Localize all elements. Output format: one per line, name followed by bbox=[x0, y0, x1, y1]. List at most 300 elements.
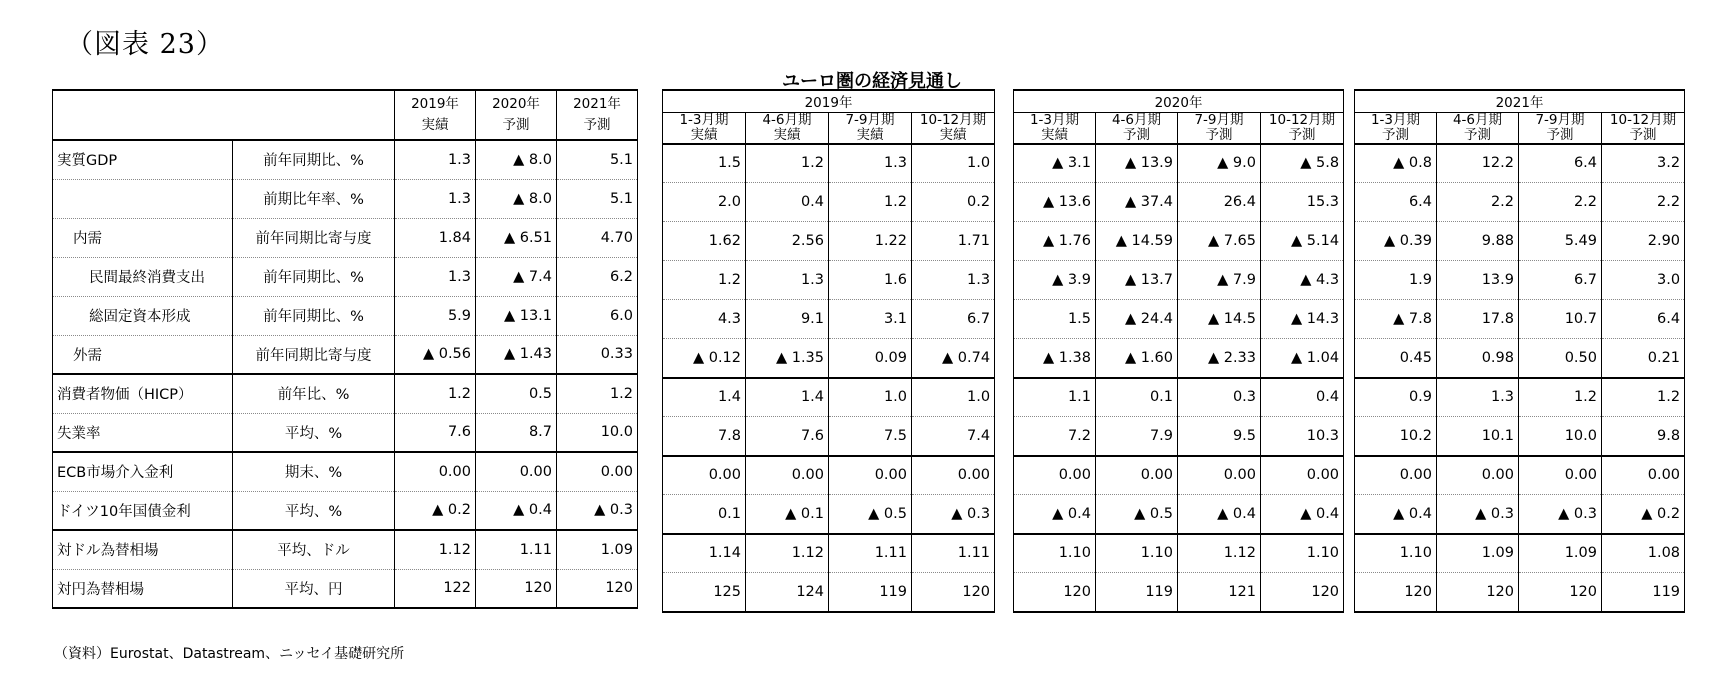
header-period bbox=[912, 112, 995, 144]
table-row bbox=[53, 335, 638, 374]
table-row bbox=[1014, 534, 1344, 573]
table-row bbox=[663, 495, 995, 534]
value-cell: 0.5 bbox=[476, 374, 557, 413]
value-cell: ▲ 0.3 bbox=[912, 495, 995, 534]
table-row bbox=[1355, 534, 1685, 573]
value-cell: 6.4 bbox=[1519, 144, 1602, 183]
value-cell: 0.4 bbox=[1261, 378, 1344, 417]
value-cell: 1.84 bbox=[395, 218, 476, 257]
value-cell: 0.09 bbox=[829, 339, 912, 378]
table-row bbox=[53, 374, 638, 413]
value-cell: 3.1 bbox=[829, 300, 912, 339]
value-cell: 6.2 bbox=[557, 257, 638, 296]
value-cell: 1.62 bbox=[663, 222, 746, 261]
period-type: 予測 bbox=[1205, 126, 1233, 143]
row-label-text: ドイツ10年国債金利 bbox=[57, 503, 191, 520]
row-label-text: ECB市場介入金利 bbox=[57, 465, 174, 482]
table-row bbox=[53, 218, 638, 257]
value-cell: ▲ 0.2 bbox=[1602, 495, 1685, 534]
table-row bbox=[1014, 261, 1344, 300]
value-cell: ▲ 0.1 bbox=[746, 495, 829, 534]
value-cell: 1.09 bbox=[1519, 534, 1602, 573]
table-row bbox=[663, 300, 995, 339]
period-type: 予測 bbox=[1464, 126, 1491, 143]
value-cell: ▲ 7.65 bbox=[1178, 222, 1261, 261]
row-label-text: 民間最終消費支出 bbox=[89, 270, 205, 286]
header-year: 2019年 bbox=[395, 90, 476, 112]
value-cell: ▲ 0.2 bbox=[395, 491, 476, 530]
value-cell: ▲ 8.0 bbox=[476, 179, 557, 218]
period-label: 7-9月期 bbox=[1535, 112, 1585, 128]
value-cell: 10.7 bbox=[1519, 300, 1602, 339]
value-cell: ▲ 0.74 bbox=[912, 339, 995, 378]
value-cell: ▲ 7.8 bbox=[1355, 300, 1437, 339]
value-cell: ▲ 24.4 bbox=[1096, 300, 1178, 339]
value-cell: 1.09 bbox=[557, 530, 638, 569]
value-cell: 9.88 bbox=[1437, 222, 1519, 261]
period-label: 4-6月期 bbox=[1111, 112, 1162, 128]
table-row bbox=[53, 413, 638, 452]
header-type: 予測 bbox=[557, 112, 638, 140]
value-cell: 10.0 bbox=[1519, 417, 1602, 456]
value-cell: 2.2 bbox=[1437, 183, 1519, 222]
header-blank bbox=[53, 90, 395, 112]
period-label: 1-3月期 bbox=[1370, 112, 1421, 128]
value-cell: 1.2 bbox=[1602, 378, 1685, 417]
value-cell: 7.5 bbox=[829, 417, 912, 456]
value-cell: 6.7 bbox=[1519, 261, 1602, 300]
value-cell: 1.9 bbox=[1355, 261, 1437, 300]
value-cell: 119 bbox=[1096, 573, 1178, 612]
table-row bbox=[663, 417, 995, 456]
value-cell: 17.8 bbox=[1437, 300, 1519, 339]
table-row bbox=[663, 144, 995, 183]
table-row bbox=[663, 222, 995, 261]
value-cell: 0.00 bbox=[1437, 456, 1519, 495]
header-period bbox=[1178, 112, 1261, 144]
value-cell: 5.1 bbox=[557, 179, 638, 218]
header-year: 2020年 bbox=[476, 90, 557, 112]
table-title: ユーロ圏の経済見通し bbox=[782, 71, 962, 92]
value-cell: 1.11 bbox=[829, 534, 912, 573]
table-row bbox=[1355, 417, 1685, 456]
value-cell: 0.00 bbox=[663, 456, 746, 495]
header-year: 2020年 bbox=[1014, 90, 1344, 112]
value-cell: ▲ 14.3 bbox=[1261, 300, 1344, 339]
value-cell: 1.0 bbox=[829, 378, 912, 417]
value-cell: 2.2 bbox=[1519, 183, 1602, 222]
header-period bbox=[663, 112, 746, 144]
value-cell: 1.14 bbox=[663, 534, 746, 573]
table-row bbox=[1355, 378, 1685, 417]
table-row bbox=[1014, 144, 1344, 183]
value-cell: ▲ 14.5 bbox=[1178, 300, 1261, 339]
row-label-text: 外需 bbox=[73, 347, 102, 364]
value-cell: 120 bbox=[1014, 573, 1096, 612]
value-cell: 1.2 bbox=[746, 144, 829, 183]
value-cell: 1.08 bbox=[1602, 534, 1685, 573]
value-cell: 1.2 bbox=[1519, 378, 1602, 417]
value-cell: 7.6 bbox=[395, 413, 476, 452]
value-cell: 1.10 bbox=[1014, 534, 1096, 573]
value-cell: 15.3 bbox=[1261, 183, 1344, 222]
quarterly-2019-table bbox=[662, 89, 995, 613]
table-row bbox=[53, 257, 638, 296]
row-unit: 前期比年率、% bbox=[233, 179, 395, 218]
row-unit: 前年同期比寄与度 bbox=[233, 335, 395, 374]
value-cell: 4.70 bbox=[557, 218, 638, 257]
period-label: 1-3月期 bbox=[679, 112, 729, 128]
table-row bbox=[1014, 495, 1344, 534]
value-cell: ▲ 0.8 bbox=[1355, 144, 1437, 183]
value-cell: 5.1 bbox=[557, 140, 638, 179]
value-cell: 0.00 bbox=[1261, 456, 1344, 495]
value-cell: ▲ 3.9 bbox=[1014, 261, 1096, 300]
row-label-text: 消費者物価（HICP） bbox=[57, 387, 193, 404]
table-row bbox=[53, 296, 638, 335]
header-period bbox=[1096, 112, 1178, 144]
value-cell: ▲ 8.0 bbox=[476, 140, 557, 179]
period-type: 実績 bbox=[939, 126, 967, 143]
row-label bbox=[53, 218, 233, 257]
value-cell: 0.1 bbox=[1096, 378, 1178, 417]
row-label bbox=[53, 257, 233, 296]
value-cell: 5.9 bbox=[395, 296, 476, 335]
value-cell: 0.00 bbox=[1355, 456, 1437, 495]
value-cell: 0.00 bbox=[746, 456, 829, 495]
row-label bbox=[53, 569, 233, 608]
header-period bbox=[746, 112, 829, 144]
table-row bbox=[663, 573, 995, 612]
value-cell: 0.50 bbox=[1519, 339, 1602, 378]
row-label bbox=[53, 413, 233, 452]
value-cell: 3.2 bbox=[1602, 144, 1685, 183]
value-cell: ▲ 0.4 bbox=[476, 491, 557, 530]
value-cell: 1.3 bbox=[395, 257, 476, 296]
value-cell: 10.3 bbox=[1261, 417, 1344, 456]
value-cell: 0.00 bbox=[829, 456, 912, 495]
value-cell: 7.2 bbox=[1014, 417, 1096, 456]
value-cell: ▲ 7.4 bbox=[476, 257, 557, 296]
value-cell: 0.00 bbox=[476, 452, 557, 491]
value-cell: ▲ 13.6 bbox=[1014, 183, 1096, 222]
table-row bbox=[663, 339, 995, 378]
table-row bbox=[53, 140, 638, 179]
value-cell: ▲ 6.51 bbox=[476, 218, 557, 257]
value-cell: 1.71 bbox=[912, 222, 995, 261]
value-cell: ▲ 0.4 bbox=[1355, 495, 1437, 534]
value-cell: ▲ 0.3 bbox=[557, 491, 638, 530]
value-cell: 1.3 bbox=[912, 261, 995, 300]
value-cell: 8.7 bbox=[476, 413, 557, 452]
row-label bbox=[53, 374, 233, 413]
value-cell: 10.0 bbox=[557, 413, 638, 452]
table-row bbox=[663, 183, 995, 222]
value-cell: 0.45 bbox=[1355, 339, 1437, 378]
value-cell: ▲ 7.9 bbox=[1178, 261, 1261, 300]
table-row bbox=[1014, 378, 1344, 417]
value-cell: ▲ 2.33 bbox=[1178, 339, 1261, 378]
row-label bbox=[53, 452, 233, 491]
row-label bbox=[53, 335, 233, 374]
value-cell: 7.9 bbox=[1096, 417, 1178, 456]
value-cell: 1.10 bbox=[1355, 534, 1437, 573]
period-label: 7-9月期 bbox=[1194, 112, 1244, 128]
value-cell: 119 bbox=[829, 573, 912, 612]
value-cell: 12.2 bbox=[1437, 144, 1519, 183]
value-cell: 1.6 bbox=[829, 261, 912, 300]
table-row bbox=[1014, 339, 1344, 378]
period-label: 7-9月期 bbox=[845, 112, 895, 128]
value-cell: 3.0 bbox=[1602, 261, 1685, 300]
table-row bbox=[1014, 300, 1344, 339]
table-row bbox=[1014, 222, 1344, 261]
row-label-text: 内需 bbox=[73, 231, 102, 247]
value-cell: 5.49 bbox=[1519, 222, 1602, 261]
header-type: 実績 bbox=[395, 112, 476, 140]
value-cell: 1.3 bbox=[395, 140, 476, 179]
value-cell: 1.11 bbox=[476, 530, 557, 569]
table-row bbox=[1014, 573, 1344, 612]
value-cell: 0.21 bbox=[1602, 339, 1685, 378]
table-row bbox=[1355, 495, 1685, 534]
value-cell: 9.1 bbox=[746, 300, 829, 339]
value-cell: ▲ 0.4 bbox=[1178, 495, 1261, 534]
value-cell: 120 bbox=[1261, 573, 1344, 612]
table-row bbox=[1014, 417, 1344, 456]
value-cell: 6.4 bbox=[1355, 183, 1437, 222]
value-cell: ▲ 13.1 bbox=[476, 296, 557, 335]
header-blank bbox=[53, 112, 395, 140]
value-cell: 6.0 bbox=[557, 296, 638, 335]
table-row bbox=[663, 534, 995, 573]
value-cell: 9.5 bbox=[1178, 417, 1261, 456]
value-cell: 9.8 bbox=[1602, 417, 1685, 456]
value-cell: ▲ 5.8 bbox=[1261, 144, 1344, 183]
row-unit: 前年同期比寄与度 bbox=[233, 218, 395, 257]
value-cell: 0.2 bbox=[912, 183, 995, 222]
table-row bbox=[1355, 144, 1685, 183]
period-type: 実績 bbox=[1041, 126, 1068, 143]
value-cell: 119 bbox=[1602, 573, 1685, 612]
value-cell: 125 bbox=[663, 573, 746, 612]
table-row bbox=[1355, 222, 1685, 261]
value-cell: 1.5 bbox=[663, 144, 746, 183]
value-cell: ▲ 0.5 bbox=[1096, 495, 1178, 534]
period-label: 10-12月期 bbox=[1268, 112, 1336, 128]
table-row bbox=[1355, 300, 1685, 339]
value-cell: 1.09 bbox=[1437, 534, 1519, 573]
row-unit: 前年同期比、% bbox=[233, 296, 395, 335]
value-cell: ▲ 37.4 bbox=[1096, 183, 1178, 222]
value-cell: 1.12 bbox=[1178, 534, 1261, 573]
value-cell: 0.00 bbox=[1014, 456, 1096, 495]
value-cell: ▲ 13.9 bbox=[1096, 144, 1178, 183]
value-cell: 2.56 bbox=[746, 222, 829, 261]
period-label: 10-12月期 bbox=[1609, 112, 1677, 128]
value-cell: 0.4 bbox=[746, 183, 829, 222]
value-cell: 1.5 bbox=[1014, 300, 1096, 339]
table-row bbox=[1355, 183, 1685, 222]
row-unit: 平均、% bbox=[233, 491, 395, 530]
value-cell: 0.00 bbox=[1519, 456, 1602, 495]
value-cell: 1.3 bbox=[829, 144, 912, 183]
value-cell: 0.00 bbox=[557, 452, 638, 491]
value-cell: 7.8 bbox=[663, 417, 746, 456]
value-cell: 7.4 bbox=[912, 417, 995, 456]
period-type: 実績 bbox=[773, 126, 801, 143]
row-unit: 前年比、% bbox=[233, 374, 395, 413]
row-unit: 期末、% bbox=[233, 452, 395, 491]
value-cell: 1.22 bbox=[829, 222, 912, 261]
row-unit: 前年同期比、% bbox=[233, 140, 395, 179]
annual-forecast-table bbox=[52, 89, 638, 609]
value-cell: 1.2 bbox=[829, 183, 912, 222]
header-type: 予測 bbox=[476, 112, 557, 140]
value-cell: 0.00 bbox=[1096, 456, 1178, 495]
value-cell: 0.00 bbox=[1178, 456, 1261, 495]
row-label bbox=[53, 179, 233, 218]
value-cell: ▲ 0.4 bbox=[1014, 495, 1096, 534]
value-cell: ▲ 1.43 bbox=[476, 335, 557, 374]
value-cell: 1.3 bbox=[746, 261, 829, 300]
table-row bbox=[663, 378, 995, 417]
value-cell: ▲ 0.3 bbox=[1437, 495, 1519, 534]
table-row bbox=[663, 456, 995, 495]
value-cell: 1.3 bbox=[395, 179, 476, 218]
value-cell: 0.9 bbox=[1355, 378, 1437, 417]
header-period bbox=[1261, 112, 1344, 144]
table-row bbox=[1355, 456, 1685, 495]
value-cell: 1.10 bbox=[1261, 534, 1344, 573]
row-unit: 平均、% bbox=[233, 413, 395, 452]
value-cell: 1.3 bbox=[1437, 378, 1519, 417]
value-cell: 4.3 bbox=[663, 300, 746, 339]
value-cell: 120 bbox=[1519, 573, 1602, 612]
table-row bbox=[53, 530, 638, 569]
value-cell: 1.12 bbox=[746, 534, 829, 573]
header-period bbox=[1437, 112, 1519, 144]
value-cell: 1.2 bbox=[663, 261, 746, 300]
value-cell: ▲ 1.76 bbox=[1014, 222, 1096, 261]
header-period bbox=[1602, 112, 1685, 144]
value-cell: 2.90 bbox=[1602, 222, 1685, 261]
period-label: 1-3月期 bbox=[1029, 112, 1080, 128]
quarterly-2020-table bbox=[1013, 89, 1344, 613]
value-cell: ▲ 0.3 bbox=[1519, 495, 1602, 534]
value-cell: 2.2 bbox=[1602, 183, 1685, 222]
source-note: （資料）Eurostat、Datastream、ニッセイ基礎研究所 bbox=[54, 646, 405, 662]
row-label-text: 対円為替相場 bbox=[57, 581, 144, 598]
value-cell: 10.1 bbox=[1437, 417, 1519, 456]
period-label: 4-6月期 bbox=[762, 112, 812, 128]
period-type: 予測 bbox=[1629, 126, 1657, 143]
value-cell: 1.2 bbox=[395, 374, 476, 413]
row-unit: 平均、ドル bbox=[233, 530, 395, 569]
header-year: 2021年 bbox=[1355, 90, 1685, 112]
value-cell: ▲ 0.56 bbox=[395, 335, 476, 374]
value-cell: 0.3 bbox=[1178, 378, 1261, 417]
value-cell: 120 bbox=[912, 573, 995, 612]
value-cell: ▲ 0.39 bbox=[1355, 222, 1437, 261]
row-label-text: 失業率 bbox=[57, 425, 101, 442]
value-cell: 124 bbox=[746, 573, 829, 612]
value-cell: ▲ 1.04 bbox=[1261, 339, 1344, 378]
row-label-text: 総固定資本形成 bbox=[89, 309, 191, 325]
value-cell: 1.10 bbox=[1096, 534, 1178, 573]
table-row bbox=[53, 452, 638, 491]
value-cell: 1.12 bbox=[395, 530, 476, 569]
value-cell: 122 bbox=[395, 569, 476, 608]
value-cell: 13.9 bbox=[1437, 261, 1519, 300]
header-year: 2019年 bbox=[663, 90, 995, 112]
table-row bbox=[1014, 183, 1344, 222]
quarterly-2021-table bbox=[1354, 89, 1685, 613]
figure-label: （図表 23） bbox=[66, 29, 224, 60]
value-cell: ▲ 0.4 bbox=[1261, 495, 1344, 534]
value-cell: 1.1 bbox=[1014, 378, 1096, 417]
header-period bbox=[1355, 112, 1437, 144]
value-cell: 0.00 bbox=[912, 456, 995, 495]
value-cell: 120 bbox=[476, 569, 557, 608]
row-unit: 前年同期比、% bbox=[233, 257, 395, 296]
value-cell: 0.00 bbox=[395, 452, 476, 491]
value-cell: 10.2 bbox=[1355, 417, 1437, 456]
value-cell: 1.0 bbox=[912, 144, 995, 183]
period-type: 予測 bbox=[1546, 126, 1574, 143]
value-cell: 1.2 bbox=[557, 374, 638, 413]
period-type: 予測 bbox=[1288, 126, 1316, 143]
period-type: 実績 bbox=[690, 126, 718, 143]
table-row bbox=[53, 569, 638, 608]
value-cell: 26.4 bbox=[1178, 183, 1261, 222]
value-cell: 0.98 bbox=[1437, 339, 1519, 378]
value-cell: 1.4 bbox=[746, 378, 829, 417]
row-label bbox=[53, 140, 233, 179]
value-cell: ▲ 5.14 bbox=[1261, 222, 1344, 261]
value-cell: 120 bbox=[1437, 573, 1519, 612]
value-cell: 121 bbox=[1178, 573, 1261, 612]
period-label: 4-6月期 bbox=[1452, 112, 1503, 128]
value-cell: 1.0 bbox=[912, 378, 995, 417]
value-cell: ▲ 1.60 bbox=[1096, 339, 1178, 378]
value-cell: ▲ 1.38 bbox=[1014, 339, 1096, 378]
header-period bbox=[829, 112, 912, 144]
value-cell: 6.7 bbox=[912, 300, 995, 339]
table-row bbox=[53, 179, 638, 218]
value-cell: ▲ 0.5 bbox=[829, 495, 912, 534]
table-row bbox=[663, 261, 995, 300]
table-row bbox=[1014, 456, 1344, 495]
header-period bbox=[1519, 112, 1602, 144]
value-cell: ▲ 1.35 bbox=[746, 339, 829, 378]
row-label bbox=[53, 296, 233, 335]
header-period bbox=[1014, 112, 1096, 144]
table-row bbox=[1355, 339, 1685, 378]
period-type: 予測 bbox=[1123, 126, 1150, 143]
row-label-text: 対ドル為替相場 bbox=[57, 543, 159, 560]
header-year: 2021年 bbox=[557, 90, 638, 112]
value-cell: 6.4 bbox=[1602, 300, 1685, 339]
value-cell: ▲ 0.12 bbox=[663, 339, 746, 378]
row-label bbox=[53, 530, 233, 569]
value-cell: 1.11 bbox=[912, 534, 995, 573]
value-cell: 120 bbox=[557, 569, 638, 608]
row-unit: 平均、円 bbox=[233, 569, 395, 608]
value-cell: 0.1 bbox=[663, 495, 746, 534]
row-label-text: 実質GDP bbox=[57, 153, 118, 170]
period-type: 予測 bbox=[1382, 126, 1409, 143]
